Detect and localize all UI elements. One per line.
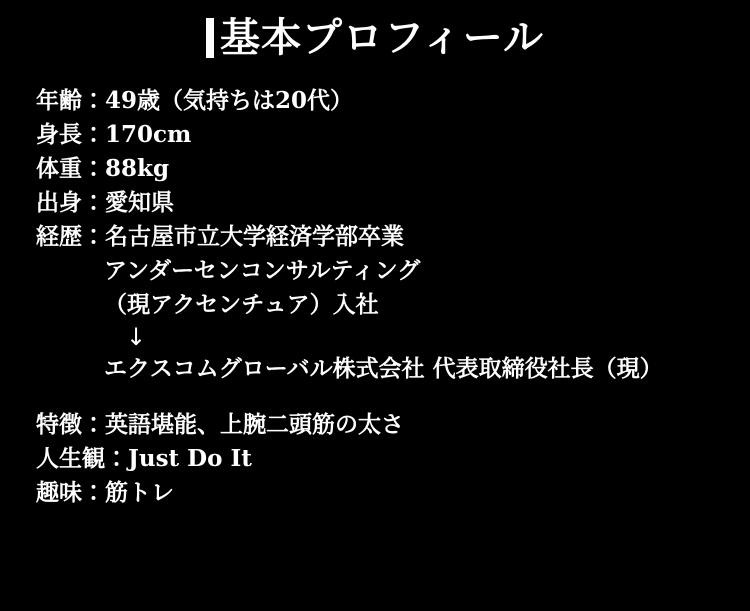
slide-title-text: 基本プロフィール [220, 14, 544, 61]
profile-line-hobby: 趣味：筋トレ [36, 479, 174, 506]
profile-line-career: 経歴：名古屋市立大学経済学部卒業 [36, 223, 404, 250]
profile-line-career-company1: アンダーセンコンサルティング [104, 257, 421, 284]
profile-line-traits: 特徴：英語堪能、上腕二頭筋の太さ [36, 411, 404, 438]
title-accent-bar [206, 18, 214, 58]
profile-line-career-current: エクスコムグローバル株式会社 代表取締役社長（現） [104, 355, 663, 382]
profile-line-origin: 出身：愛知県 [36, 189, 174, 216]
profile-line-career-company1-alt: （現アクセンチュア）入社 [104, 291, 379, 318]
section-gap [36, 386, 750, 408]
profile-line-height: 身長：170cm [36, 121, 192, 148]
profile-line-age: 年齢：49歳（気持ちは20代） [36, 87, 354, 114]
profile-line-weight: 体重：88kg [36, 155, 170, 182]
profile-body [0, 70, 750, 510]
slide-title [0, 0, 750, 70]
down-arrow-icon: ↓ [126, 323, 147, 351]
profile-line-motto: 人生観：Just Do It [36, 445, 252, 472]
